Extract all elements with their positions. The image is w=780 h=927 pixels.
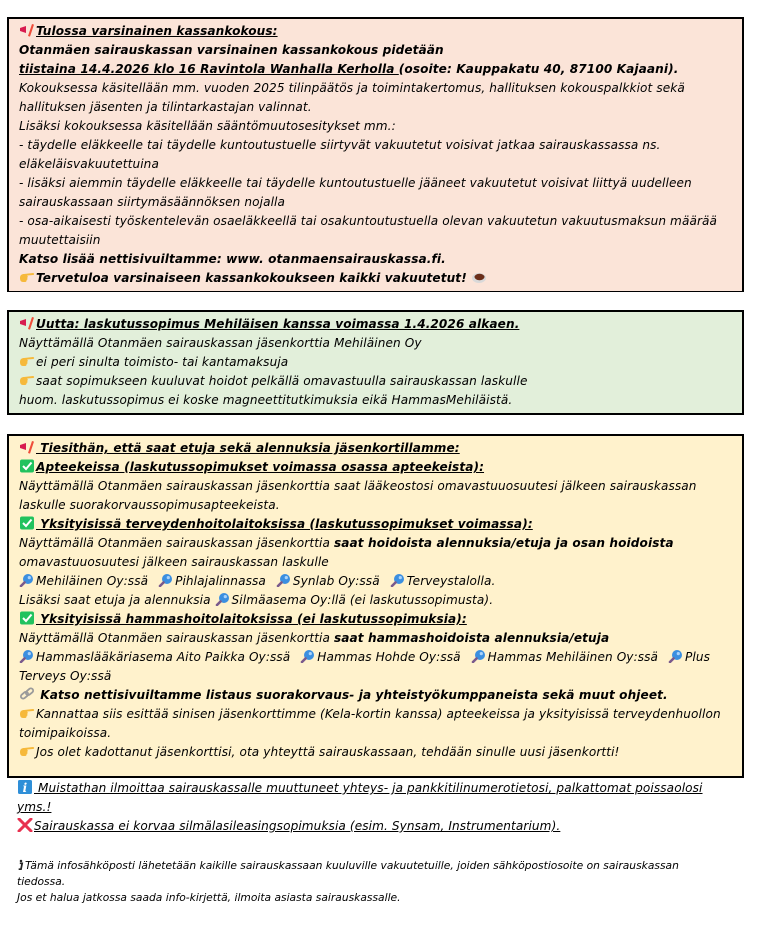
tip-line: Jos olet kadottanut jäsenkorttisi, ota yhteyttä sairauskassaan, tehdään sinulle uusi jäsenkortti!: [36, 745, 620, 759]
megaphone-icon: [19, 316, 35, 330]
notes-section: [17, 779, 747, 836]
check-mark-icon: [19, 516, 35, 530]
mehilainen-agreement-box: [7, 310, 744, 415]
contact-update-note: yms.!: [17, 800, 52, 814]
meeting-line: Kokouksessa käsitellään mm. vuoden 2025 tilinpäätös ja toimintakertomus, hallituksen kokouspalkkiot sekä: [19, 81, 685, 95]
magnifying-glass-icon: [19, 649, 35, 663]
mehilainen-line: Näyttämällä Otanmäen sairauskassan jäsenkorttia Mehiläinen Oy: [19, 336, 422, 350]
unsubscribe-text: Jos et halua jatkossa saada info-kirjettä, ilmoita asiasta sairauskassalle.: [17, 891, 401, 904]
footer-text: tiedossa.: [17, 875, 66, 888]
dental-heading: Yksityisissä hammashoitolaitoksissa (ei laskutussopimuksia):: [36, 612, 467, 626]
magnifying-glass-icon: [158, 573, 174, 587]
contact-update-note: Muistathan ilmoittaa sairauskassalle muuttuneet yhteys- ja pankkitilinumerotietosi, palkattomat poissaolosi: [34, 781, 703, 795]
welcome-text: Tervetuloa varsinaiseen kassankokoukseen kaikki vakuutetut!: [36, 271, 472, 285]
pharmacy-line: laskulle suorakorvaussopimusapteekeista.: [19, 498, 280, 512]
meeting-line: - täydelle eläkkeelle tai täydelle kuntoutustuelle siirtyvät vakuutetut voisivat jatkaa sairauskassassa ns.: [19, 138, 661, 152]
link-icon: [19, 687, 35, 701]
magnifying-glass-icon: [471, 649, 487, 663]
provider-name: Synlab Oy:ssä: [292, 574, 380, 588]
meeting-title: Tulossa varsinainen kassankokous:: [36, 24, 278, 38]
pharmacy-line: Näyttämällä Otanmäen sairauskassan jäsenkorttia saat lääkeostosi omavastuuosuutesi jälkeen sairauskassan: [19, 479, 697, 493]
private-health-heading: Yksityisissä terveydenhoitolaitoksissa (laskutussopimukset voimassa):: [36, 517, 533, 531]
meeting-line: Otanmäen sairauskassan varsinainen kassankokous pidetään: [19, 43, 444, 57]
magnifying-glass-icon: [19, 573, 35, 587]
pointing-hand-icon: [19, 706, 35, 720]
member-benefits-box: [7, 434, 744, 778]
dental-line: Näyttämällä Otanmäen sairauskassan jäsenkorttia: [19, 631, 334, 645]
health-providers-list: [19, 572, 732, 591]
benefits-title: Tiesithän, että saat etuja sekä alennuksia jäsenkortillamme:: [36, 441, 460, 455]
meeting-line: - lisäksi aiemmin täydelle eläkkeelle tai täydelle kuntoutustuelle jääneet vakuutetut voisivat liittyä uudelleen: [19, 176, 692, 190]
check-mark-icon: [19, 459, 35, 473]
meeting-announcement-box: [7, 17, 744, 292]
pointing-hand-icon: [19, 373, 35, 387]
optician-line: Lisäksi saat etuja ja alennuksia: [19, 593, 215, 607]
provider-name: Hammaslääkäriasema Aito Paikka Oy:ssä: [36, 650, 291, 664]
check-mark-icon: [19, 611, 35, 625]
mehilainen-line: saat sopimukseen kuuluvat hoidot pelkällä omavastuulla sairauskassan laskulle: [36, 374, 528, 388]
pointing-hand-icon: [19, 744, 35, 758]
magnifying-glass-icon: [276, 573, 292, 587]
provider-name: Pihlajalinnassa: [175, 574, 266, 588]
leasing-note: Sairauskassa ei korvaa silmälasileasingsopimuksia (esim. Synsam, Instrumentarium).: [34, 819, 561, 833]
coffee-icon: [471, 270, 487, 284]
provider-name: Plus: [685, 650, 711, 664]
mehilainen-line: ei peri sinulta toimisto- tai kantamaksuja: [36, 355, 289, 369]
megaphone-icon: [19, 440, 35, 454]
magnifying-glass-icon: [668, 649, 684, 663]
tip-line: Kannattaa siis esittää sinisen jäsenkorttimme (Kela-kortin kanssa) apteekeissa ja yksityisissä terveydenhuollon: [36, 707, 721, 721]
meeting-line: Lisäksi kokouksessa käsitellään sääntömuutosesitykset mm.:: [19, 119, 396, 133]
pointing-hand-icon: [19, 270, 35, 284]
footer-section: [17, 858, 747, 906]
megaphone-icon: [19, 23, 35, 37]
mehilainen-title: Uutta: laskutussopimus Mehiläisen kanssa voimassa 1.4.2026 alkaen.: [36, 317, 520, 331]
partners-link-text[interactable]: Katso nettisivuiltamme listaus suorakorvaus- ja yhteistyökumppaneista sekä muut ohjeet.: [36, 688, 668, 702]
provider-name: Hammas Mehiläinen Oy:ssä: [487, 650, 659, 664]
pointing-hand-icon: [19, 354, 35, 368]
magnifying-glass-icon: [300, 649, 316, 663]
meeting-address: (osoite: Kauppakatu 40, 87100 Kajaani).: [398, 62, 679, 76]
pharmacy-heading: Apteekeissa (laskutussopimukset voimassa osassa apteekeista):: [36, 460, 485, 474]
cross-mark-icon: [17, 818, 33, 832]
private-health-line: Näyttämällä Otanmäen sairauskassan jäsenkorttia: [19, 536, 334, 550]
meeting-line: eläkeläisvakuutettuina: [19, 157, 159, 171]
meeting-line: muutettaisiin: [19, 233, 101, 247]
meeting-line: hallituksen jäsenten ja tilintarkastajan valinnat.: [19, 100, 312, 114]
dental-providers-list: [19, 648, 732, 667]
meeting-line: sairauskassaan siirtymäsäännöksen nojalla: [19, 195, 286, 209]
footer-text: Tämä infosähköposti lähetetään kaikille sairauskassaan kuuluville vakuutetuille, joiden sähköpostiosoite on sairauskassan: [25, 859, 679, 872]
website-link-text[interactable]: Katso lisää nettisivuiltamme: www. otanmaensairauskassa.fi.: [19, 252, 446, 266]
provider-name: Silmäasema Oy:llä (ei laskutussopimusta).: [231, 593, 494, 607]
provider-name: Mehiläinen Oy:ssä: [36, 574, 149, 588]
information-icon: [17, 780, 33, 794]
magnifying-glass-icon: [215, 592, 231, 606]
meeting-line: - osa-aikaisesti työskentelevän osaeläkkeellä tai osakuntoutustuella olevan vakuutetun vakuutusmaksun määrää: [19, 214, 718, 228]
provider-name: Terveys Oy:ssä: [19, 669, 112, 683]
information-icon: [17, 859, 25, 870]
private-health-line-bold: saat hoidoista alennuksia/etuja ja osan hoidoista: [333, 536, 674, 550]
magnifying-glass-icon: [390, 573, 406, 587]
provider-name: Terveystalolla.: [406, 574, 496, 588]
mehilainen-line: huom. laskutussopimus ei koske magneettitutkimuksia eikä HammasMehiläistä.: [19, 393, 513, 407]
meeting-date: tiistaina 14.4.2026 klo 16 Ravintola Wanhalla Kerholla: [19, 62, 399, 76]
tip-line: toimipaikoissa.: [19, 726, 112, 740]
dental-line-bold: saat hammashoidoista alennuksia/etuja: [333, 631, 610, 645]
provider-name: Hammas Hohde Oy:ssä: [317, 650, 461, 664]
private-health-line: omavastuuosuutesi jälkeen sairauskassan laskulle: [19, 555, 329, 569]
